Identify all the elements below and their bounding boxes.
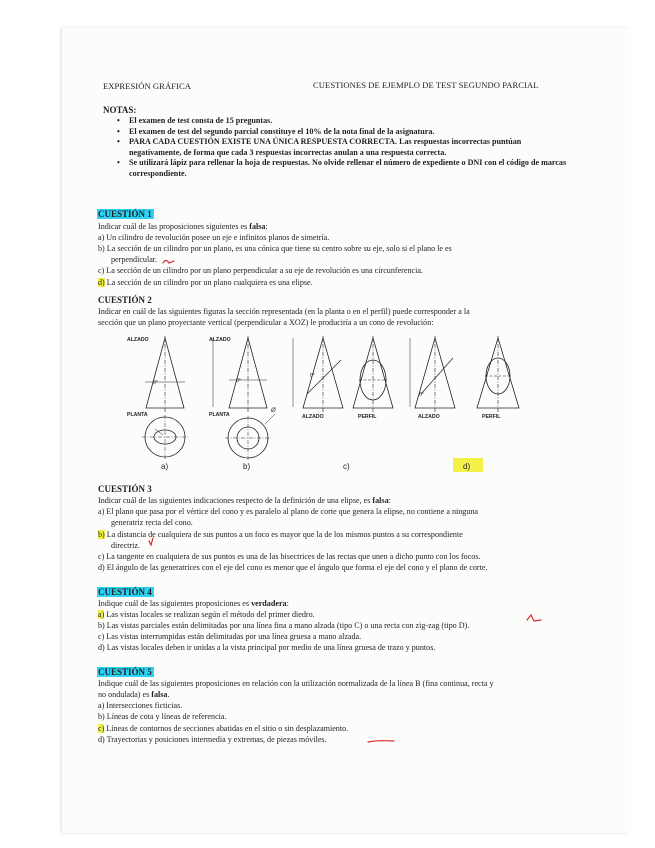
red-arrow-icon <box>163 261 174 264</box>
question-3-option-c: c) La tangente en cualquiera de sus puntos es una de las bisectrices de las rectas que unen a dicho punto con los focos. <box>98 552 481 561</box>
red-checkmark-icon <box>149 538 153 545</box>
figure-letter-b: b) <box>243 462 251 471</box>
notes-title: NOTAS: <box>103 105 137 115</box>
selected-answer-mark: d) <box>98 278 105 287</box>
question-3-option-a-cont: generatriz recta del cono. <box>111 518 193 527</box>
course-title: EXPRESIÓN GRÁFICA <box>103 81 191 91</box>
question-2-stem-1: Indicar en cuál de las siguientes figuras la sección representada (en la planta o en el perfil) puede corresponder a la <box>98 307 470 316</box>
question-5-title: CUESTIÓN 5 <box>98 667 152 677</box>
question-4-option-b: b) Las vistas parciales están delimitadas por una línea fina a mano alzada (tipo C) o una recta con zig-zag (tipo D). <box>98 621 470 630</box>
note-item: • PARA CADA CUESTIÓN EXISTE UNA ÚNICA RESPUESTA CORRECTA. Las respuestas incorrectas puntúan negativamente, de forma que cada 3 respuestas incorrectas anulan a una respuesta correcta. <box>117 137 567 158</box>
red-arrow-icon <box>527 615 541 621</box>
question-4-option-d: d) Las vistas locales deben ir unidas a la vista principal por medio de una línea gruesa de trazo y puntos. <box>98 643 436 652</box>
question-3-stem: Indicar cuál de las siguientes indicaciones respecto de la definición de una elipse, es falsa: <box>98 496 391 505</box>
label-alzado-d: ALZADO <box>418 414 440 420</box>
selected-answer-mark: b) <box>98 530 105 539</box>
label-planta-a: PLANTA <box>127 412 148 418</box>
question-5-option-b: b) Líneas de cota y líneas de referencia. <box>98 712 227 721</box>
label-alzado-a: ALZADO <box>127 337 149 343</box>
note-item: • El examen de test consta de 15 preguntas. <box>117 116 567 127</box>
figure-letter-c: c) <box>343 462 350 471</box>
question-2-title: CUESTIÓN 2 <box>98 295 152 305</box>
label-alzado-b: ALZADO <box>209 337 231 343</box>
question-1-stem: Indicar cuál de las proposiciones siguientes es falsa: <box>98 222 268 231</box>
question-5-stem-2: no ondulada) es falsa. <box>98 690 170 699</box>
question-3-option-d: d) El ángulo de las generatrices con el eje del cono es menor que el ángulo que forma el eje del cono y el plano de corte. <box>98 563 488 572</box>
question-3-option-a: a) El plano que pasa por el vértice del cono y es paralelo al plano de corte que genera la elipse, no contiene a ninguna <box>98 507 479 516</box>
question-3-title: CUESTIÓN 3 <box>98 484 152 494</box>
label-alzado-c: ALZADO <box>302 414 324 420</box>
theta-b: θ° <box>236 378 241 384</box>
question-1-option-a: a) Un cilindro de revolución posee un eje e infinitos planos de simetría. <box>98 233 330 242</box>
question-1-option-c: c) La sección de un cilindro por un plano perpendicular a su eje de revolución es una circunferencia. <box>98 266 423 275</box>
question-1-option-d: d) La sección de un cilindro por un plano cualquiera es una elipse. <box>98 278 313 287</box>
question-5-stem-1: Indique cuál de las siguientes proposiciones en relación con la utilización normalizada de la línea B (fina continua, recta y <box>98 679 494 688</box>
label-perfil-c: PERFIL <box>358 414 377 420</box>
question-4-title: CUESTIÓN 4 <box>98 587 152 597</box>
theta-d: θ° <box>419 392 424 398</box>
label-perfil-d: PERFIL <box>482 414 501 420</box>
question-4-option-c: c) Las vistas interrumpidas están delimitadas por una línea gruesa a mano alzada. <box>98 632 362 641</box>
question-1-title: CUESTIÓN 1 <box>98 209 152 219</box>
question-5-option-a: a) Intersecciones ficticias. <box>98 701 183 710</box>
note-item: • El examen de test del segundo parcial constituye el 10% de la nota final de la asignatura. <box>117 127 567 138</box>
document-title: CUESTIONES DE EJEMPLO DE TEST SEGUNDO PARCIAL <box>313 80 539 90</box>
question-4-stem: Indique cuál de las siguientes proposiciones es verdadera: <box>98 599 289 608</box>
question-3-option-b-cont: directriz. <box>111 541 140 550</box>
theta-a: θ° <box>153 380 158 386</box>
question-2-stem-2: sección que un plano proyectante vertical (perpendicular a XOZ) le produciría a un cono de revolución: <box>98 318 434 327</box>
theta-c: θ° <box>310 373 315 379</box>
phi-label: Ø <box>271 408 276 414</box>
question-3-option-b: b) La distancia de cualquiera de sus puntos a un foco es mayor que la de los mismos puntos a su correspondiente <box>98 530 463 539</box>
label-planta-b: PLANTA <box>209 412 230 418</box>
figure-letter-a: a) <box>161 462 169 471</box>
red-arrow-icon <box>368 741 394 742</box>
question-1-option-b: b) La sección de un cilindro por un plano, es una cónica que tiene su centro sobre su eje, solo si el plano le es <box>98 244 452 253</box>
selected-answer-mark: a) <box>98 610 105 619</box>
question-1-option-b-cont: perpendicular. <box>111 255 158 264</box>
question-4-option-a: a) Las vistas locales se realizan según el método del primer diedro. <box>98 610 315 619</box>
selected-answer-mark: c) <box>98 724 105 733</box>
question-5-option-d: d) Trayectorias y posiciones intermedia y extremas, de piezas móviles. <box>98 735 327 744</box>
question-5-option-c: c) Líneas de contornos de secciones abatidas en el sitio o sin desplazamiento. <box>98 724 349 733</box>
figure-letter-d: d) <box>463 462 471 471</box>
note-item: • Se utilizará lápiz para rellenar la hoja de respuestas. No olvide rellenar el número de expediente o DNI con el código de marcas correspondiente. <box>117 158 567 179</box>
